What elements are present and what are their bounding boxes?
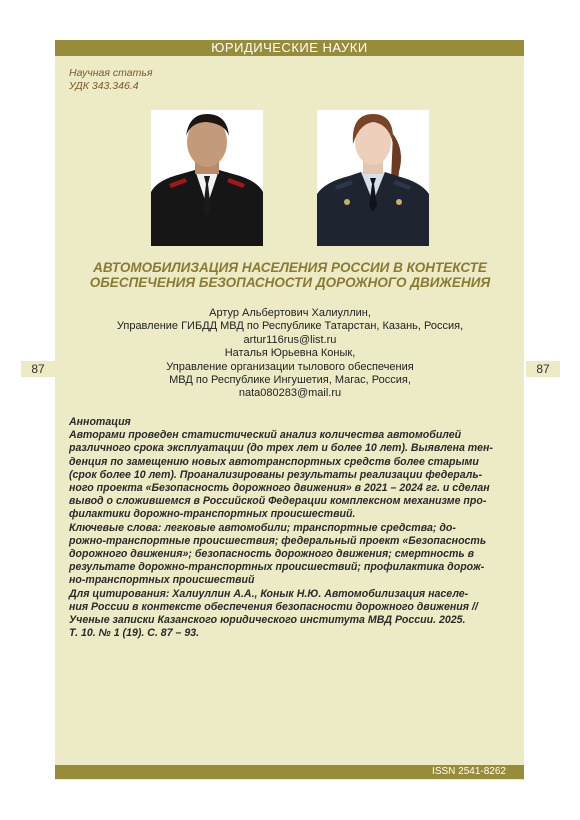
abstract-line: ного проекта «Безопасность дорожного движения» в 2021 – 2024 гг. и сделан <box>69 482 490 495</box>
abstract-line: Авторами проведен статистический анализ количества автомобилей <box>69 429 462 442</box>
author-name: Артур Альбертович Халиуллин, <box>209 307 371 319</box>
abstract-line: (срок более 10 лет). Проанализированы результаты реализации федераль- <box>69 468 483 481</box>
keywords-line: но-транспортных происшествий <box>69 574 255 587</box>
page-number-left: 87 <box>21 361 55 377</box>
author-block <box>60 307 520 401</box>
article-type: Научная статья <box>69 67 153 79</box>
title-line: ОБЕСПЕЧЕНИЯ БЕЗОПАСНОСТИ ДОРОЖНОГО ДВИЖЕНИЯ <box>89 275 491 290</box>
citation-line: ния России в контексте обеспечения безопасности дорожного движения // <box>69 600 478 613</box>
author-affiliation: Управление ГИБДД МВД по Республике Татарстан, Казань, Россия, <box>116 320 464 333</box>
author-name: Наталья Юрьевна Конык, <box>224 347 356 360</box>
keywords-line: Ключевые слова: легковые автомобили; транспортные средства; до- <box>69 521 456 534</box>
page-number-right: 87 <box>526 361 560 377</box>
abstract <box>69 416 524 640</box>
keywords-line: результате дорожно-транспортных происшествий; профилактика дорож- <box>69 561 485 574</box>
section-header: ЮРИДИЧЕСКИЕ НАУКИ <box>55 40 524 56</box>
keywords-line: дорожного движения»; безопасность дорожного движения; смертность в <box>69 548 475 561</box>
keywords-line: рожно-транспортные происшествия; федеральный проект «Безопасность <box>69 534 487 547</box>
author-affiliation: Управление организации тылового обеспечения <box>166 360 414 373</box>
author-photo-2 <box>317 110 429 246</box>
citation-line: Для цитирования: Халиуллин А.А., Конык Н.Ю. Автомобилизация населе- <box>69 587 469 600</box>
author-email: artur116rus@list.ru <box>243 333 337 346</box>
page-background <box>55 40 524 780</box>
title-line: АВТОМОБИЛИЗАЦИЯ НАСЕЛЕНИЯ РОССИИ В КОНТЕКСТЕ <box>93 260 487 275</box>
author-photo-1 <box>151 110 263 246</box>
udk-code: УДК 343.346.4 <box>69 80 139 92</box>
article-title <box>60 260 520 290</box>
citation-line: Т. 10. № 1 (19). С. 87 – 93. <box>69 627 200 640</box>
citation-line: Ученые записки Казанского юридического института МВД России. 2025. <box>69 614 466 627</box>
abstract-line: вывод о сложившемся в Российской Федерации комплексном механизме про- <box>69 495 487 508</box>
article-meta <box>69 67 153 93</box>
abstract-line: филактики дорожно-транспортных происшествий. <box>69 508 356 521</box>
abstract-line: различного срока эксплуатации (до трех лет и более 10 лет). Выявлена тен- <box>69 442 493 455</box>
author-email: nata080283@mail.ru <box>238 387 342 400</box>
footer-issn: ISSN 2541-8262 <box>55 765 524 779</box>
abstract-line: денция по замещению новых автотранспортных средств более старыми <box>69 455 479 468</box>
author-affiliation: МВД по Республике Ингушетия, Магас, Россия, <box>169 374 411 387</box>
abstract-heading: Аннотация <box>69 416 131 428</box>
